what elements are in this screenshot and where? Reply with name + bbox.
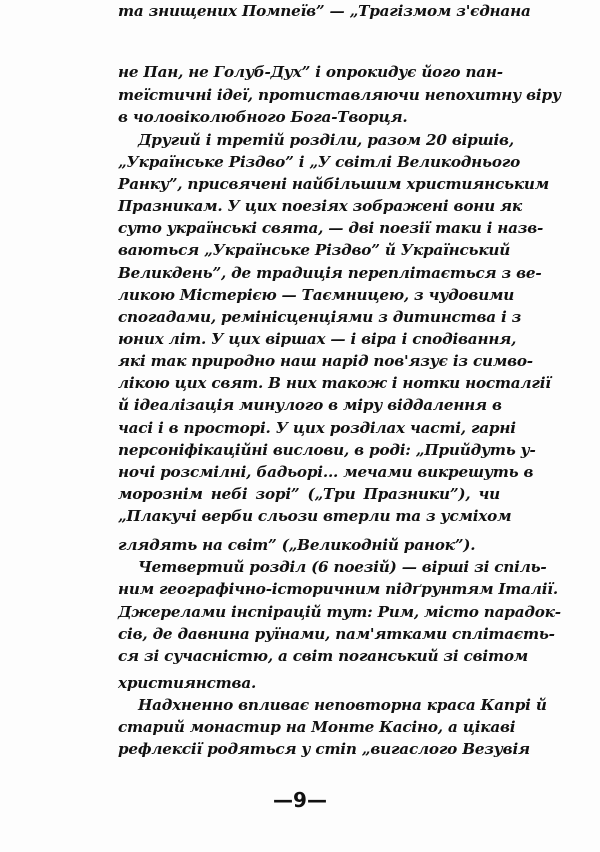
text-line: глядять на світ” („Великодній ранок”). xyxy=(118,536,476,554)
text-line: юних літ. У цих віршах — і віра і сподівання, xyxy=(118,330,517,348)
text-line: суто українські свята, — дві поезії таки і назв- xyxy=(118,219,544,237)
text-line: й ідеалізація минулого в міру віддалення в xyxy=(118,396,502,414)
text-line: „Українське Різдво” і „У світлі Великоднього xyxy=(118,153,521,171)
text-line: та знищених Помпеїв” — „Трагізмом з'єднана xyxy=(118,2,531,20)
text-line: Джерелами інспірацій тут: Рим, місто парадок- xyxy=(118,603,561,621)
text-line: теїстичні ідеї, протиставляючи непохитну віру xyxy=(118,86,561,104)
text-line: морознім небі зорі” („Три Празники”), чи xyxy=(118,485,500,503)
text-line: персоніфікаційні вислови, в роді: „Прийдуть у- xyxy=(118,441,536,459)
text-line: сів, де давнина руїнами, пам'ятками сплітаєть- xyxy=(118,625,555,643)
text-line: Другий і третій розділи, разом 20 віршів, xyxy=(138,131,514,149)
text-line: в чоловіколюбного Бога-Творця. xyxy=(118,108,408,126)
text-line: християнства. xyxy=(118,674,257,692)
text-line: ночі розсмілні, бадьорі... мечами викрешуть в xyxy=(118,463,534,481)
text-line: Ранку”, присвячені найбільшим християнським xyxy=(118,175,549,193)
text-line: рефлексії родяться у стіп „вигаслого Везувія xyxy=(118,740,530,758)
text-line: „Плакучі верби сльози втерли та з усміхом xyxy=(118,507,512,525)
text-line: ним географічно-історичним підґрунтям Італії. xyxy=(118,580,558,598)
text-line: які так природно наш нарід пов'язує із симво- xyxy=(118,352,533,370)
text-line: Празникам. У цих поезіях зображені вони як xyxy=(118,197,523,215)
text-line: лікою цих свят. В них також і нотки носталгії xyxy=(118,374,551,392)
text-line: часі і в просторі. У цих розділах часті, гарні xyxy=(118,419,516,437)
text-line: спогадами, ремінісценціями з дитинства і з xyxy=(118,308,522,326)
page-number: —9— xyxy=(273,788,327,812)
text-line: ся зі сучасністю, а світ поганський зі світом xyxy=(118,647,528,665)
text-line: Четвертий розділ (6 поезій) — вірші зі спіль- xyxy=(138,558,547,576)
text-line: не Пан, не Голуб-Дух” і опрокидує його пан- xyxy=(118,63,503,81)
text-line: Великдень”, де традиція переплітається з ве- xyxy=(118,264,542,282)
text-line: старий монастир на Монте Касіно, а цікаві xyxy=(118,718,516,736)
text-line: ваються „Українське Різдво” й Український xyxy=(118,241,511,259)
text-line: Надхненно впливає неповторна краса Капрі й xyxy=(138,696,547,714)
text-line: ликою Містерією — Таємницею, з чудовими xyxy=(118,286,515,304)
